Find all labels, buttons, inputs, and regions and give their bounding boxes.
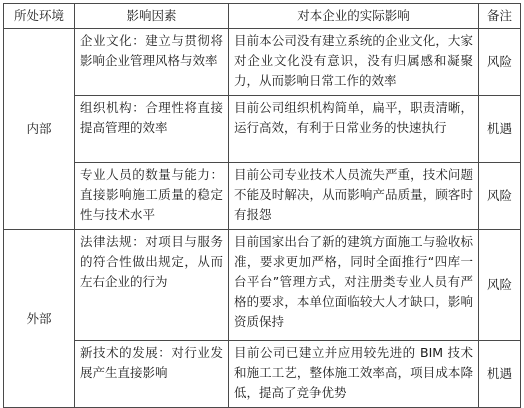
note-cell: 机遇: [479, 341, 521, 408]
header-impact: 对本企业的实际影响: [229, 4, 479, 29]
impact-cell: 目前公司专业技术人员流失严重，技术问题不能及时解决，从而影响产品质量，顾客时有报怨: [229, 163, 479, 230]
table-header-row: [4, 4, 521, 29]
factor-cell: 法律法规：对项目与服务的符合性做出规定，从而左右企业的行为: [75, 230, 229, 341]
factor-cell: 专业人员的数量与能力：直接影响施工质量的稳定性与技术水平: [75, 163, 229, 230]
note-cell: 风险: [479, 29, 521, 96]
impact-cell: 目前公司组织机构简单，扁平，职责清晰，运行高效，有利于日常业务的快速执行: [229, 96, 479, 163]
impact-cell: 目前国家出台了新的建筑方面施工与验收标准，要求更加严格，同时全面推行“四库一台平台”管理方式，对注册类专业人员有严格的要求，本单位面临较大人才缺口，影响资质保持: [229, 230, 479, 341]
table-row: [4, 96, 521, 163]
group-external: 外部: [4, 230, 75, 408]
factor-cell: 企业文化：建立与贯彻将影响企业管理风格与效率: [75, 29, 229, 96]
header-factor: 影响因素: [75, 4, 229, 29]
group-internal: 内部: [4, 29, 75, 230]
note-cell: 机遇: [479, 96, 521, 163]
table-row: [4, 163, 521, 230]
note-cell: 风险: [479, 230, 521, 341]
impact-cell: 目前本公司没有建立系统的企业文化，大家对企业文化没有意识，没有归属感和凝聚力，从而影响日常工作的效率: [229, 29, 479, 96]
header-env: 所处环境: [4, 4, 75, 29]
risk-table-container: [3, 3, 520, 403]
table-row: [4, 29, 521, 96]
factor-cell: 组织机构：合理性将直接提高管理的效率: [75, 96, 229, 163]
note-cell: 风险: [479, 163, 521, 230]
table-row: [4, 341, 521, 408]
impact-cell: 目前公司已建立并应用较先进的 BIM 技术和施工工艺，整体施工效率高，项目成本降低，提高了竞争优势: [229, 341, 479, 408]
factor-cell: 新技术的发展：对行业发展产生直接影响: [75, 341, 229, 408]
table-row: [4, 230, 521, 341]
risk-opportunity-table: [3, 3, 521, 408]
header-note: 备注: [479, 4, 521, 29]
